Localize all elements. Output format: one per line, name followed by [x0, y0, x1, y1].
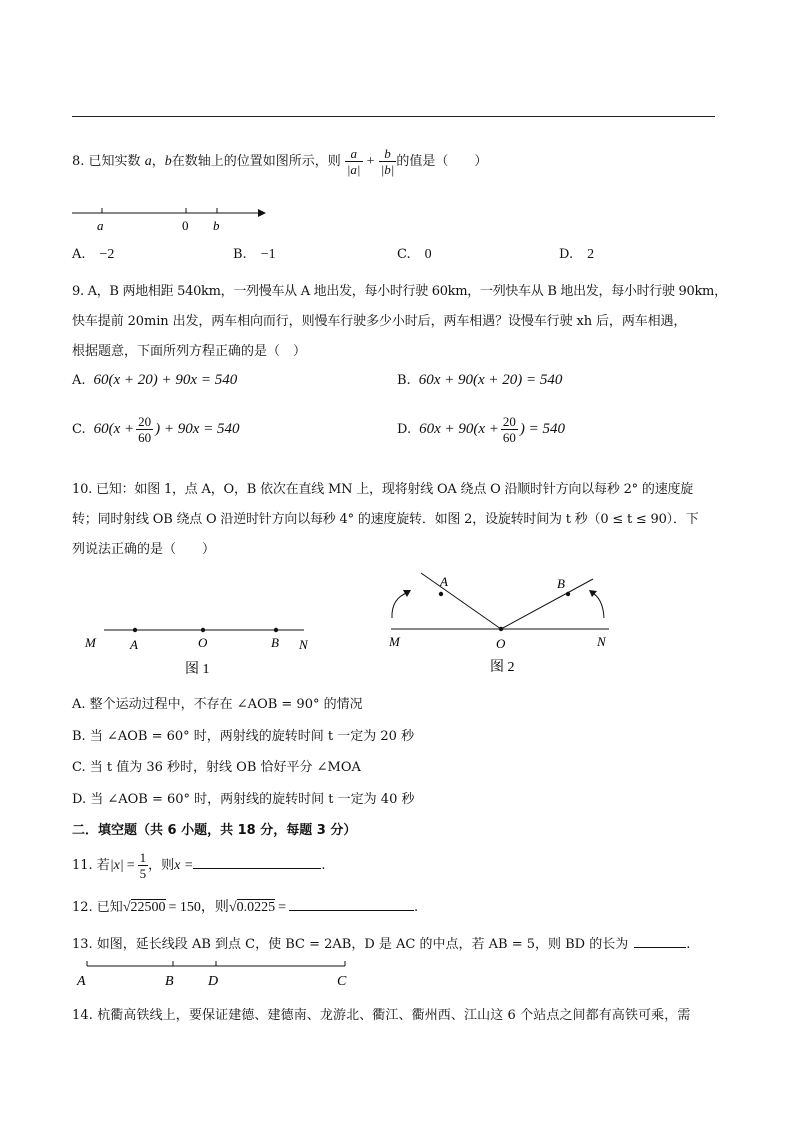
q13-label-a: A [77, 974, 86, 989]
q8-comma: ， [151, 154, 165, 169]
q13-segment-figure [72, 957, 362, 991]
fig1-label-a: A [130, 637, 138, 652]
q8-number-line [70, 202, 280, 236]
q9-option-d[interactable]: D. 60x + 90(x + $\frac{20}{60}$ ) = 540 [397, 414, 566, 445]
question-8 [72, 146, 487, 177]
q11-answer-blank[interactable] [193, 856, 321, 869]
q10-line-2: 转；同时射线 OB 绕点 O 沿逆时针方向以每秒 4° 的速度旋转．如图 2，设旋转时间为 t 秒（0 ≤ t ≤ 90）．下 [72, 512, 699, 527]
q8-axis-label-0: 0 [182, 218, 189, 233]
q8-fraction-1: $\frac{a}{|a|}$ [346, 146, 361, 177]
q8-option-d[interactable]: D. 2 [559, 247, 595, 262]
q8-suffix: 的值是（ ） [396, 154, 488, 169]
q9-line-2: 快车提前 20min 出发，两车相向而行，则慢车行驶多少小时后，两车相遇？设慢车行驶 xh 后，两车相遇， [72, 314, 687, 329]
fig2-label-b: B [557, 576, 565, 591]
q10-option-c[interactable]: C. 当 t 值为 36 秒时，射线 OB 恰好平分 ∠MOA [72, 760, 361, 775]
fig2-label-a: A [440, 574, 448, 589]
q10-figure-1 [80, 615, 320, 680]
q9-line-3: 根据题意，下面所列方程正确的是（ ） [72, 344, 307, 359]
q13-label-b: B [165, 974, 174, 989]
fig2-label-n: N [597, 634, 606, 649]
q8-var-b: b [164, 154, 172, 169]
q8-option-b[interactable]: B. −1 [233, 247, 276, 262]
q8-axis-label-a: a [97, 218, 104, 233]
q8-middle: 在数轴上的位置如图所示，则 [171, 154, 341, 169]
fig2-label-o: O [496, 636, 506, 651]
q13-label-c: C [337, 974, 347, 989]
q9-option-a[interactable]: A. 60(x + 20) + 90x = 540 [72, 372, 238, 388]
q10-figure-2 [383, 568, 623, 680]
q8-fraction-2: $\frac{b}{|b|}$ [380, 146, 395, 177]
q9-option-c[interactable]: C. 60(x + $\frac{20}{60}$ ) + 90x = 540 [72, 414, 240, 445]
question-13: 13. 如图，延长线段 AB 到点 C，使 BC = 2AB，D 是 AC 的中点，若 AB = 5，则 BD 的长为 . [72, 937, 691, 952]
q9-option-b[interactable]: B. 60x + 90(x + 20) = 540 [397, 372, 563, 388]
q8-prefix: 8. 已知实数 [72, 154, 141, 169]
q9-line-1: 9. A，B 两地相距 540km，一列慢车从 A 地出发，每小时行驶 60km，一列快车从 B 地出发，每小时行驶 90km， [72, 284, 727, 299]
question-12: 12. 已知√22500 = 150，则√0.0225 = . [72, 900, 419, 915]
q8-axis-label-b: b [213, 218, 220, 233]
fig1-label-n: N [299, 637, 308, 652]
q10-option-b[interactable]: B. 当 ∠AOB = 60° 时，两射线的旋转时间 t 一定为 20 秒 [72, 729, 415, 744]
fig2-caption: 图 2 [490, 660, 515, 675]
q13-answer-blank[interactable] [634, 935, 686, 948]
fig1-caption: 图 1 [185, 662, 210, 677]
fig2-label-m: M [389, 634, 400, 649]
question-11: 11. 若|x| = $\frac{1}{5}$ ，则x = . [72, 850, 326, 881]
fig1-label-b: B [271, 635, 279, 650]
q8-option-c[interactable]: C. 0 [397, 247, 432, 262]
header-rule [72, 116, 715, 117]
q8-option-a[interactable]: A. −2 [72, 247, 115, 262]
q10-option-a[interactable]: A. 整个运动过程中，不存在 ∠AOB = 90° 的情况 [72, 697, 363, 712]
q10-line-3: 列说法正确的是（ ） [72, 542, 216, 557]
q8-plus: + [366, 154, 375, 169]
q10-line-1: 10. 已知：如图 1，点 A，O，B 依次在直线 MN 上，现将射线 OA 绕点 O 沿顺时针方向以每秒 2° 的速度旋 [72, 482, 694, 497]
q14-line-1: 14. 杭衢高铁线上，要保证建德、建德南、龙游北、衢江、衢州西、江山这 6 个站点之间都有高铁可乘，需 [72, 1008, 691, 1023]
q10-option-d[interactable]: D. 当 ∠AOB = 60° 时，两射线的旋转时间 t 一定为 40 秒 [72, 792, 415, 807]
q13-label-d: D [208, 974, 219, 989]
q8-var-a: a [144, 154, 152, 169]
fig1-label-m: M [85, 635, 96, 650]
q12-answer-blank[interactable] [289, 898, 414, 911]
section-2-title: 二．填空题（共 6 小题，共 18 分，每题 3 分） [72, 823, 357, 838]
fig1-label-o: O [198, 635, 208, 650]
